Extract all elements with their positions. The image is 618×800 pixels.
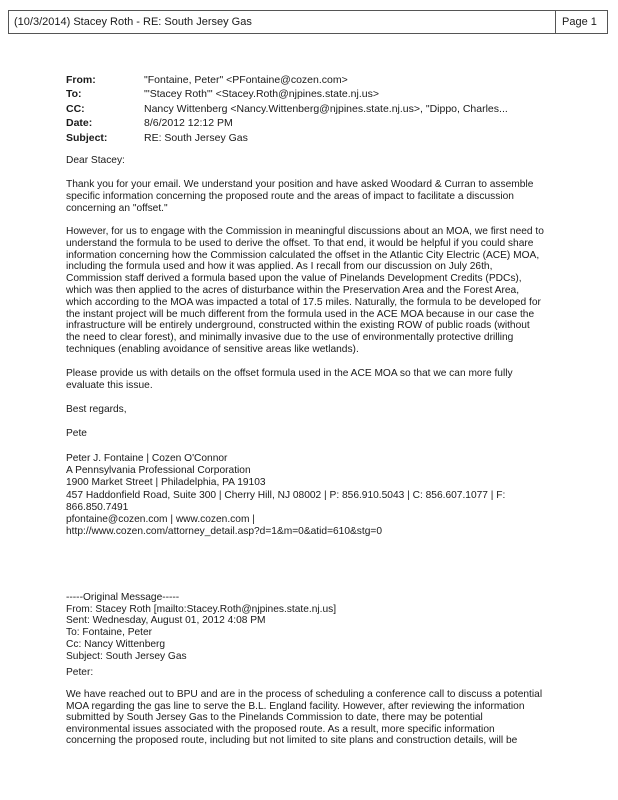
subject-value: RE: South Jersey Gas [144, 131, 248, 144]
header-title-box [8, 10, 556, 34]
original-greeting: Peter: [66, 667, 94, 678]
to-label: To: [66, 88, 82, 101]
cc-label: CC: [66, 102, 85, 115]
document-title: (10/3/2014) Stacey Roth - RE: South Jersey Gas [14, 16, 252, 28]
paragraph-2: However, for us to engage with the Commission in meaningful discussions about an MOA, we first need to understand the formula to be used to derive the offset. To that end, it would be helpful if you could share information concerning how the Commission calculated the offset in the Atlantic City Electric (ACE) MOA, including the formula used and how it was applied. As I recall from our discussion on July 26th, Commission staff derived a formula based upon the value of Pinelands Development Credits (PDCs), which was then applied to the acres of disturbance within the Preservation Area and the Forest Area, which according to the MOA was impacted a total of 17.5 miles. Naturally, the formula to be developed for the instant project will be much different from the formula used in the ACE MOA because in our case the infrastructure will be entirely underground, constructed within the existing ROW of public roads (without the need to clear forest), and minimally invasive due to the use of environmentally protective drilling techniques (enabling avoidance of sensitive areas like wetlands). [66, 226, 544, 355]
from-value: "Fontaine, Peter" <PFontaine@cozen.com> [144, 74, 348, 86]
page-number-box [556, 10, 608, 34]
date-value: 8/6/2012 12:12 PM [144, 117, 233, 130]
page-header [8, 10, 608, 36]
page-number: Page 1 [562, 16, 597, 28]
cc-value: Nancy Wittenberg <Nancy.Wittenberg@njpines.state.nj.us>, "Dippo, Charles... [144, 102, 508, 115]
from-label: From: [66, 74, 96, 86]
original-message-header: -----Original Message----- From: Stacey Roth [mailto:Stacey.Roth@njpines.state.nj.us] Sent: Wednesday, August 01, 2012 4:08 PM To: Fontaine, Peter Cc: Nancy Wittenberg Subject: South Jersey Gas [66, 592, 337, 662]
paragraph-3: Please provide us with details on the offset formula used in the ACE MOA so that we can more fully evaluate this issue. [66, 368, 513, 391]
subject-label: Subject: [66, 131, 108, 144]
greeting: Dear Stacey: [66, 155, 125, 166]
sender-name: Pete [66, 428, 87, 439]
to-value: "'Stacey Roth'" <Stacey.Roth@njpines.state.nj.us> [144, 88, 379, 101]
paragraph-1: Thank you for your email. We understand your position and have asked Woodard & Curran to assemble specific information concerning the proposed route and the areas of impact to facilitate a discussion concerning an "offset." [66, 179, 534, 214]
date-label: Date: [66, 117, 93, 130]
signature-block: Peter J. Fontaine | Cozen O'Connor A Pennsylvania Professional Corporation 1900 Market Street | Philadelphia, PA 19103 457 Haddonfield Road, Suite 300 | Cherry Hill, NJ 08002 | P: 856.910.5043 | C: 856.607.1077 | F: 866.850.7491 pfontaine@cozen.com | www.cozen.com | http://www.cozen.com/attorney_detail.asp?d=1&m=0&atid=610&stg=0 [66, 453, 506, 538]
original-paragraph-1: We have reached out to BPU and are in the process of scheduling a conference call to discuss a potential MOA regarding the gas line to serve the B.L. England facility. However, after reviewing the information submitted by South Jersey Gas to the Pinelands Commission to date, there may be potential environmental issues associated with the proposed route. As a result, more specific information concerning the proposed route, including but not limited to site plans and construction details, will be [66, 689, 543, 747]
closing: Best regards, [66, 404, 127, 415]
